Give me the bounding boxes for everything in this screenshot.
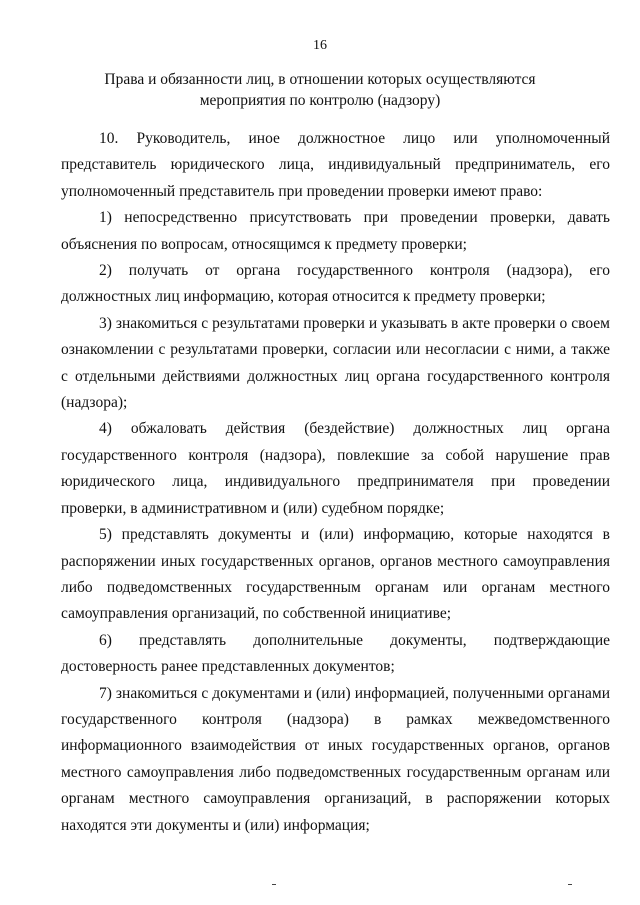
paragraph-subitem-1: 1) непосредственно присутствовать при проведении проверки, давать объяснения по вопросам, относящимся к предмету проверки;	[61, 209, 610, 253]
paragraph-subitem-5: 5) представлять документы и (или) информацию, которые находятся в распоряжении иных государственных органов, органов местного самоуправления либо подведомственных государственным органам или органам местного самоуправления организаций, по собственной инициативе;	[61, 526, 610, 623]
paragraph-subitem-3: 3) знакомиться с результатами проверки и указывать в акте проверки о своем ознакомлении с результатами проверки, согласии или несогласии с ними, а также с отдельными действиями должностных лиц органа государственного контроля (надзора);	[61, 314, 610, 412]
paragraph-subitem-6: 6) представлять дополнительные документы, подтверждающие достоверность ранее представленных документов;	[61, 631, 610, 676]
scan-artifacts	[0, 884, 640, 890]
document-body	[61, 126, 610, 839]
paragraph-item-10: 10. Руководитель, иное должностное лицо или уполномоченный представитель юридического лица, индивидуальный предприниматель, его уполномоченный представитель при проведении проверки имеют право:	[61, 130, 610, 200]
section-heading	[70, 69, 570, 111]
scan-mark-right	[568, 884, 572, 885]
page-number: 16	[313, 38, 327, 53]
paragraph-subitem-4: 4) обжаловать действия (бездействие) должностных лиц органа государственного контроля (надзора), повлекшие за собой нарушение прав юридического лица, индивидуального предпринимателя при проведении проверки, в административном и (или) судебном порядке;	[61, 420, 610, 517]
section-heading-line-2: мероприятия по контролю (надзору)	[199, 92, 441, 109]
scan-mark-left	[272, 884, 276, 885]
section-heading-line-1: Права и обязанности лиц, в отношении которых осуществляются	[104, 71, 536, 88]
paragraph-subitem-7: 7) знакомиться с документами и (или) информацией, полученными органами государственного контроля (надзора) в рамках межведомственного информационного взаимодействия от иных государственных органов, органов местного самоуправления либо подведомственных государственным органам или органам местного самоуправления организаций, в распоряжении которых находятся эти документы и (или) информация;	[61, 684, 610, 834]
paragraph-subitem-2: 2) получать от органа государственного контроля (надзора), его должностных лиц информацию, которая относится к предмету проверки;	[61, 262, 610, 306]
